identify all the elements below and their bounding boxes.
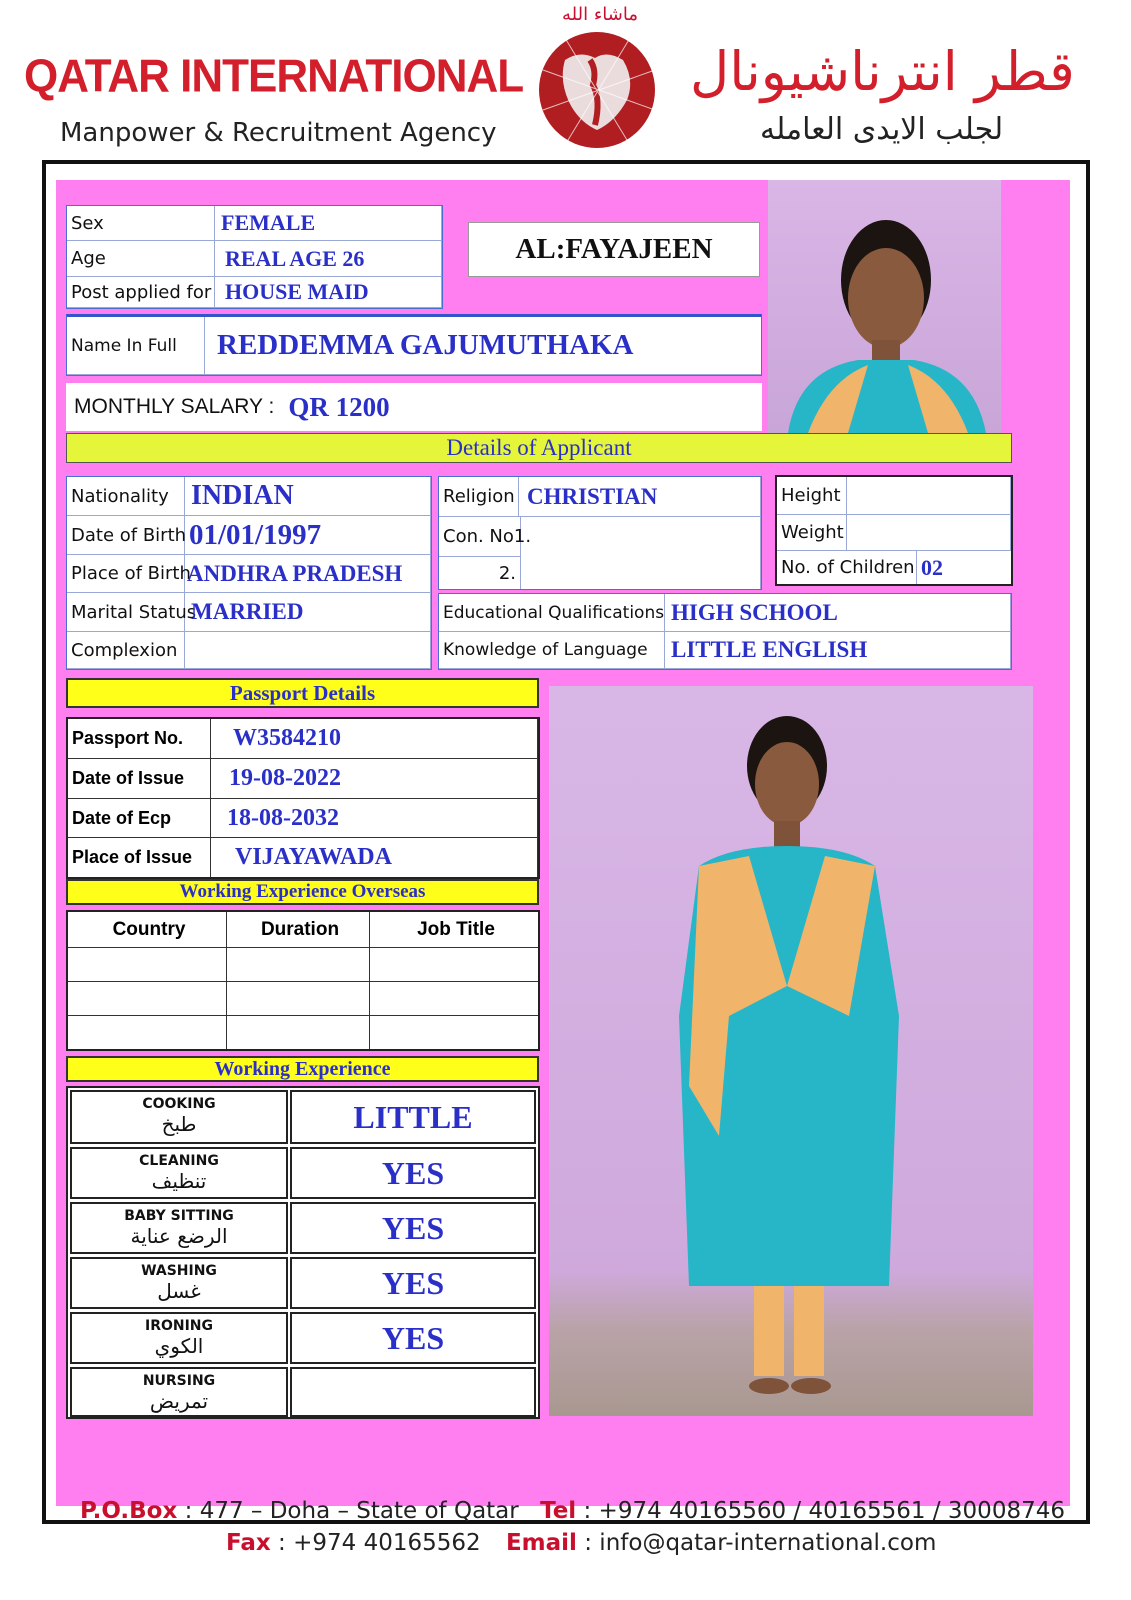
skill-ironing-value: YES [290,1312,536,1364]
summary-table [66,205,443,309]
job-title-header: Job Title [370,912,538,948]
children-label: No. of Children [777,551,917,584]
skill-label-arabic: تمريض [149,1389,209,1413]
age-value: REAL AGE 26 [215,241,442,277]
nationality-value: INDIAN [185,477,431,516]
applicant-headshot [768,180,1001,433]
footer-contact [226,1530,936,1556]
table-cell [227,948,370,982]
salary-value: QR 1200 [288,391,390,422]
headshot-image [768,180,1001,433]
passport-no-value: W3584210 [211,719,538,759]
children-value: 02 [921,554,943,580]
pob-value: ANDHRA PRADESH [185,555,431,593]
tel-label: Tel [540,1498,577,1524]
overseas-header: Working Experience Overseas [66,879,539,905]
agency-code: AL:FAYAJEEN [468,222,760,277]
dob-value: 01/01/1997 [185,516,431,555]
duration-header: Duration [227,912,370,948]
fax-value: : +974 40165562 [278,1530,481,1556]
skill-cleaning [70,1147,288,1199]
issue-place-label: Place of Issue [68,838,211,877]
experience-header: Working Experience [66,1056,539,1082]
brand-name-arabic: قطر انترناشيونال [690,40,1075,103]
skill-cleaning-value: YES [290,1147,536,1199]
expiry-date-label: Date of Ecp [68,799,211,838]
personal-table [66,476,432,670]
pob-label: Place of Birth [67,555,185,593]
full-name-row [66,314,762,376]
religion-label: Religion [439,477,519,517]
skill-label-arabic: الكوي [154,1334,204,1358]
brand-subtitle: Manpower & Recruitment Agency [60,118,497,148]
complexion-value [185,632,431,669]
skill-label: COOKING [142,1096,216,1112]
details-header: Details of Applicant [66,433,1012,463]
skill-baby-sitting-value: YES [290,1202,536,1254]
skill-washing-value: YES [290,1257,536,1309]
weight-label: Weight [777,515,847,551]
education-label: Educational Qualifications [439,594,665,632]
post-label: Post applied for [67,277,215,308]
con2-label: 2. [439,557,521,589]
pobox-label: P.O.Box [80,1498,178,1524]
skill-label: NURSING [142,1373,216,1389]
logo-blessing: ماشاء الله [562,4,638,25]
pobox-value: : 477 – Doha – State of Qatar [184,1498,519,1524]
tel-value: : +974 40165560 / 40165561 / 30008746 [583,1498,1065,1524]
skill-washing [70,1257,288,1309]
issue-date-label: Date of Issue [68,759,211,799]
skill-cooking [70,1090,288,1144]
language-label: Knowledge of Language [439,632,665,669]
expiry-date-value: 18-08-2032 [211,799,538,838]
passport-table [66,717,540,879]
sex-label: Sex [67,206,215,241]
complexion-label: Complexion [67,632,185,669]
fax-label: Fax [226,1530,271,1556]
applicant-full-photo [549,686,1033,1416]
education-value: HIGH SCHOOL [665,594,1011,632]
experience-table [66,1086,540,1419]
overseas-table [66,910,540,1051]
footer-address [80,1498,1065,1524]
skill-baby-sitting [70,1202,288,1254]
education-table [438,593,1012,670]
passport-header: Passport Details [66,678,539,708]
salary-row [66,383,762,431]
issue-place-value: VIJAYAWADA [211,838,538,877]
height-value [847,477,1011,515]
globe-icon [535,30,665,160]
skill-ironing [70,1312,288,1364]
salary-label: MONTHLY SALARY : [74,395,275,418]
table-cell [370,982,538,1016]
con1-label: Con. No1. [439,517,521,557]
email-label: Email [505,1530,577,1556]
skill-label-arabic: تنظيف [151,1169,207,1193]
dob-label: Date of Birth [67,516,185,555]
brand-name: QATAR INTERNATIONAL [24,50,524,103]
skill-label-arabic: طبخ [161,1112,197,1136]
table-cell [68,982,227,1016]
brand-subtitle-arabic: لجلب الايدى العامله [760,112,1004,147]
skill-nursing-value [290,1367,536,1417]
skill-label: BABY SITTING [124,1208,234,1224]
marital-value: MARRIED [185,593,431,632]
table-cell [227,982,370,1016]
physical-table [775,475,1013,586]
email-value[interactable]: : info@qatar-international.com [584,1530,937,1556]
passport-no-label: Passport No. [68,719,211,759]
religion-table [438,476,762,590]
name-value: REDDEMMA GAJUMUTHAKA [205,317,761,375]
age-label: Age [67,241,215,277]
sex-value: FEMALE [215,206,442,241]
table-cell [370,1016,538,1049]
skill-label-arabic: غسل [157,1279,201,1303]
post-value: HOUSE MAID [215,277,442,308]
table-cell [68,948,227,982]
weight-value [847,515,1011,551]
language-value: LITTLE ENGLISH [665,632,1011,669]
skill-label: IRONING [144,1318,214,1334]
table-cell [370,948,538,982]
marital-label: Marital Status [67,593,185,632]
skill-label-arabic: الرضع عناية [130,1224,228,1248]
height-label: Height [777,477,847,515]
skill-label: WASHING [141,1263,217,1279]
skill-label: CLEANING [139,1153,219,1169]
table-cell [68,1016,227,1049]
country-header: Country [68,912,227,948]
religion-value: CHRISTIAN [519,477,761,517]
issue-date-value: 19-08-2022 [211,759,538,799]
company-logo [535,4,665,154]
skill-cooking-value: LITTLE [290,1090,536,1144]
nationality-label: Nationality [67,477,185,516]
full-photo-image [549,686,1033,1416]
contact-number-value [521,517,761,589]
skill-nursing [70,1367,288,1417]
name-label: Name In Full [67,317,205,375]
table-cell [227,1016,370,1049]
